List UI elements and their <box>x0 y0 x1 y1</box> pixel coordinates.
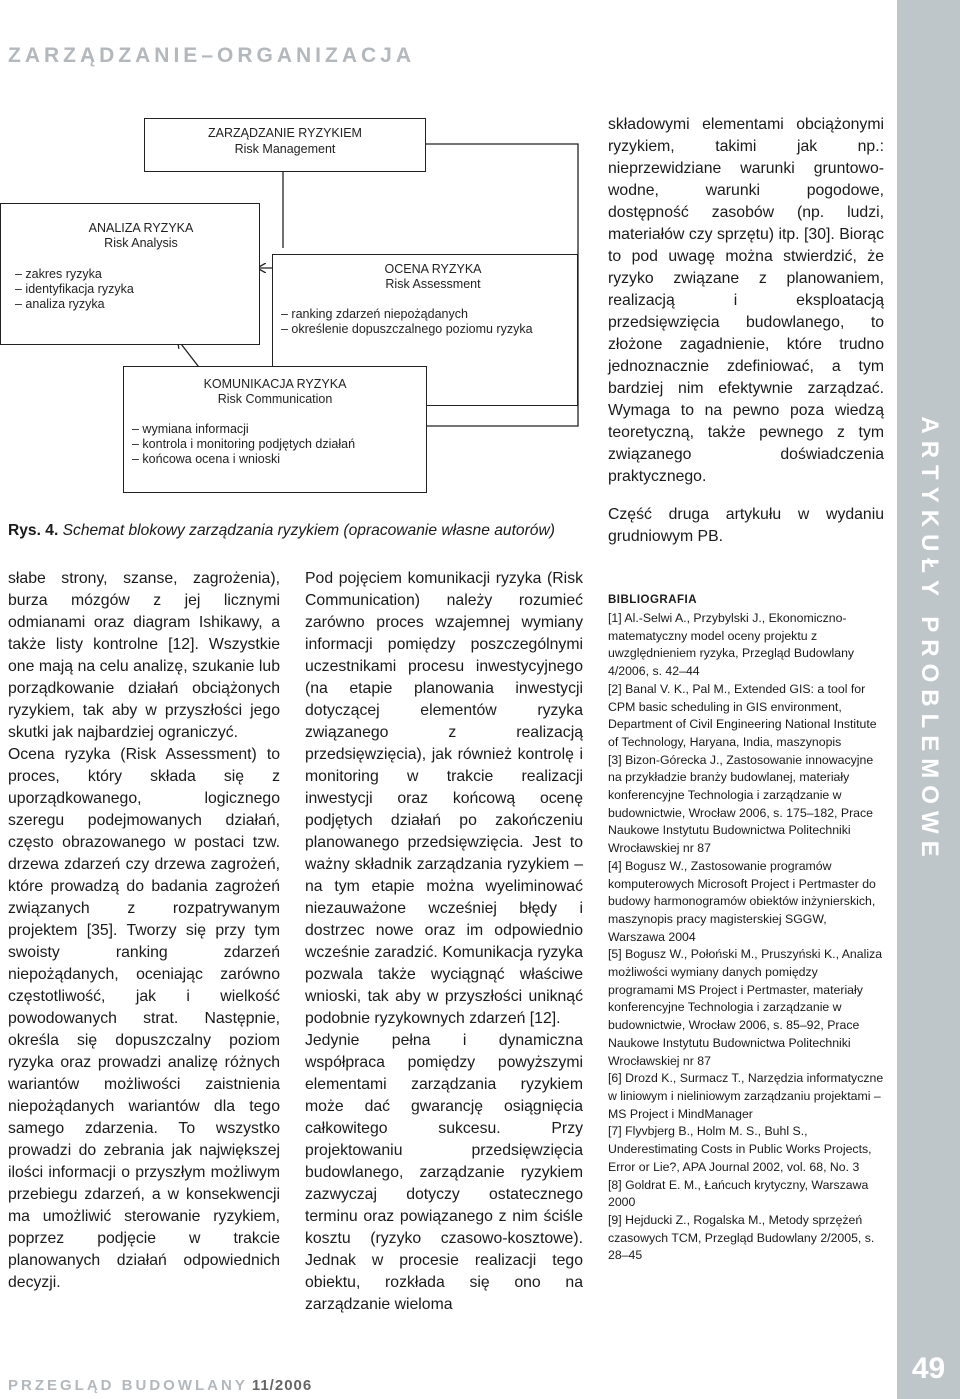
communication-subtitle: Risk Communication <box>217 392 333 406</box>
management-box <box>144 118 426 172</box>
figure-label: Rys. 4. <box>8 522 59 539</box>
analysis-title: ANALIZA RYZYKA <box>88 221 194 235</box>
management-subtitle: Risk Management <box>234 142 336 156</box>
assessment-item: – ranking zdarzeń niepożądanych <box>281 307 468 321</box>
figure-caption-text: Schemat blokowy zarządzania ryzykiem (opracowanie własne autorów) <box>62 522 555 539</box>
page-number: 49 <box>911 1352 946 1385</box>
analysis-item: – identyfikacja ryzyka <box>15 282 134 296</box>
section-sidebar <box>897 0 960 1399</box>
communication-item: – wymiana informacji <box>132 422 249 436</box>
bibliography-entry: [6] Drozd K., Surmacz T., Narzędzia informatyczne w liniowym i nieliniowym zarządzaniu projektami – MS Project i MindManager <box>608 1071 884 1121</box>
bibliography-entry: [7] Flyvbjerg B., Holm M. S., Buhl S., Underestimating Costs in Public Works Projects, Error or Lie?, APA Journal 2002, vol. 68, No. 3 <box>608 1124 872 1174</box>
assessment-title: OCENA RYZYKA <box>384 262 482 276</box>
figure-caption <box>8 522 598 540</box>
bibliography-entry: [8] Goldrat E. M., Łańcuch krytyczny, Warszawa 2000 <box>608 1177 869 1210</box>
paragraph: Ocena ryzyka (Risk Assessment) to proces, który składa się z uporządkowanego, logicznego szeregu podejmowanych działań, często obrazowanego w postaci tzw. drzewa zdarzeń czy drzewa zagrożeń, które prowadzą do badania zagrożeń związanych z rozpatrywanym projektem [35]. Tworzy się przy tym swoisty ranking zdarzeń niepożądanych, oceniając zarówno częstotliwość, jak i wielkość powodowanych strat. Następnie, określa się dopuszczalny poziom ryzyka oraz prowadzi analizę różnych wariantów możliwości zaistnienia niepożądanych wariantów dla tego samego zdarzenia. To wszystko prowadzi do zebrania jak największej ilości informacji o przyszłym możliwym przebiegu zdarzeń, a w konsekwencji ma umożliwić sterowanie ryzykiem, poprzez podjęcie w trakcie planowanych działań odpowiednich decyzji. <box>8 746 280 1291</box>
journal-issue: 11/2006 <box>251 1377 313 1394</box>
communication-box <box>123 366 427 493</box>
text-column-middle <box>305 568 583 1316</box>
bibliography-entry: [9] Hejducki Z., Rogalska M., Metody sprzężeń czasowych TCM, Przegląd Budowlany 2/2005, s. 28–45 <box>608 1212 875 1263</box>
text-column-left <box>8 568 280 1294</box>
bibliography <box>608 594 884 1265</box>
communication-title: KOMUNIKACJA RYZYKA <box>203 377 347 391</box>
bibliography-entry: [4] Bogusz W., Zastosowanie programów komputerowych Microsoft Project i Pertmaster do budowy harmonogramów obiektów inżynierskich, maszynopis pracy magisterskiej SGGW, Warszawa 2004 <box>608 858 876 944</box>
bibliography-entry: [3] Bizon-Górecka J., Zastosowanie innowacyjne na przykładzie branży budowlanej, materiały konferencyjne Technologia i zarządzanie w budownictwie, Wrocław 2006, s. 175–182, Prace Naukowe Instytutu Budownictwa Politechniki Wrocławskiej nr 87 <box>608 752 874 856</box>
paragraph: Pod pojęciem komunikacji ryzyka (Risk Communication) należy rozumieć zarówno proces wzajemnej wymiany informacji pomiędzy poszczególnymi uczestnikami procesu inwestycyjnego (na etapie planowania inwestycji dotyczącej elementów ryzyka związanego z realizacją przedsięwzięcia), jak również kontrolę i monitoring w trakcie realizacji inwestycji oraz końcową ocenę podjętych działań po zakończeniu planowanego przedsięwzięcia. Jest to ważny składnik zarządzania ryzykiem – na tym etapie można wyeliminować niezauważone wcześniej błędy i dostrzec nowe oraz im odpowiednio wcześnie zaradzić. Komunikacja ryzyka pozwala także wyciągnąć właściwe wnioski, tak aby w przyszłości uniknąć podobnie ryzykownych zdarzeń [12]. <box>305 570 583 1027</box>
bibliography-entry: [5] Bogusz W., Połoński M., Pruszyński K., Analiza możliwości wymiany danych pomiędzy programami MS Project i Pertmaster, materiały konferencyjne Technologia i zarządzanie w budownictwie, Wrocław 2006, s. 85–92, Prace Naukowe Instytutu Budownictwa Politechniki Wrocławskiej nr 87 <box>608 947 883 1068</box>
sidebar-label: ARTYKUŁY PROBLEMOWE <box>915 416 943 864</box>
paragraph: Jedynie pełna i dynamiczna współpraca pomiędzy powyższymi elementami zarządzania ryzykiem może dać gwarancję osiągnięcia całkowitego sukcesu. Przy projektowaniu przedsięwzięcia budowlanego, zarządzanie ryzykiem zazwyczaj dotyczy ostatecznego terminu oraz powiązanego z nim ściśle kosztu (ryzyko czasowo-kosztowe). Jednak w procesie realizacji tego obiektu, rozkłada się ono na zarządzanie wieloma <box>305 1032 583 1313</box>
risk-management-diagram <box>0 108 600 528</box>
analysis-item: – zakres ryzyka <box>15 267 102 281</box>
assessment-item: – określenie dopuszczalnego poziomu ryzyka <box>281 322 533 336</box>
management-title: ZARZĄDZANIE RYZYKIEM <box>208 126 362 140</box>
bibliography-entry: [1] Al.-Selwi A., Przybylski J., Ekonomiczno-matematyczny model oceny projektu z uwzględnieniem ryzyka, Przegląd Budowlany 4/2006, s. 42–44 <box>608 611 855 679</box>
analysis-subtitle: Risk Analysis <box>104 236 178 250</box>
analysis-box <box>0 203 260 345</box>
bibliography-entry: [2] Banal V. K., Pal M., Extended GIS: a tool for CPM basic scheduling in GIS environment, Department of Civil Engineering National Institute of Technology, Haryana, India, maszynopis <box>608 681 877 749</box>
bibliography-list <box>608 610 884 1265</box>
paragraph: składowymi elementami obciążonymi ryzykiem, takimi jak np.: nieprzewidziane warunki gruntowo-wodne, warunki pogodowe, dostępność zasobów (np. ludzi, materiałów czy sprzętu) itp. [30]. Biorąc to pod uwagę można stwierdzić, że ryzyko związane z planowaniem, realizacją i eksploatacją przedsięwzięcia budowlanego, to złożone zagadnienie, które trudno jednoznacznie zdefiniować, a tym bardziej nim efektywnie zarządzać. Wymaga to na pewno poza wiedzą teoretyczną, także pewnego z tym związanego doświadczenia praktycznego. <box>608 116 884 485</box>
bibliography-title: BIBLIOGRAFIA <box>608 594 698 606</box>
communication-item: – kontrola i monitoring podjętych działań <box>132 437 356 451</box>
text-column-right <box>608 114 884 548</box>
paragraph: słabe strony, szanse, zagrożenia), burza mózgów z jej licznymi odmianami oraz diagram Ishikawy, a także listy kontrolne [12]. Wszystkie one mają na celu analizę, szukanie lub porządkowanie działań obciążonych ryzykiem, tak aby w przyszłości jego skutki jak najbardziej ograniczyć. <box>8 570 280 741</box>
communication-item: – końcowa ocena i wnioski <box>132 452 280 466</box>
journal-name: PRZEGLĄD BUDOWLANY <box>8 1377 248 1394</box>
footer-journal <box>8 1377 312 1394</box>
assessment-subtitle: Risk Assessment <box>385 277 481 291</box>
section-header: ZARZĄDZANIE–ORGANIZACJA <box>8 44 415 67</box>
analysis-item: – analiza ryzyka <box>15 297 105 311</box>
paragraph-note: Część druga artykułu w wydaniu grudniowym PB. <box>608 506 884 545</box>
